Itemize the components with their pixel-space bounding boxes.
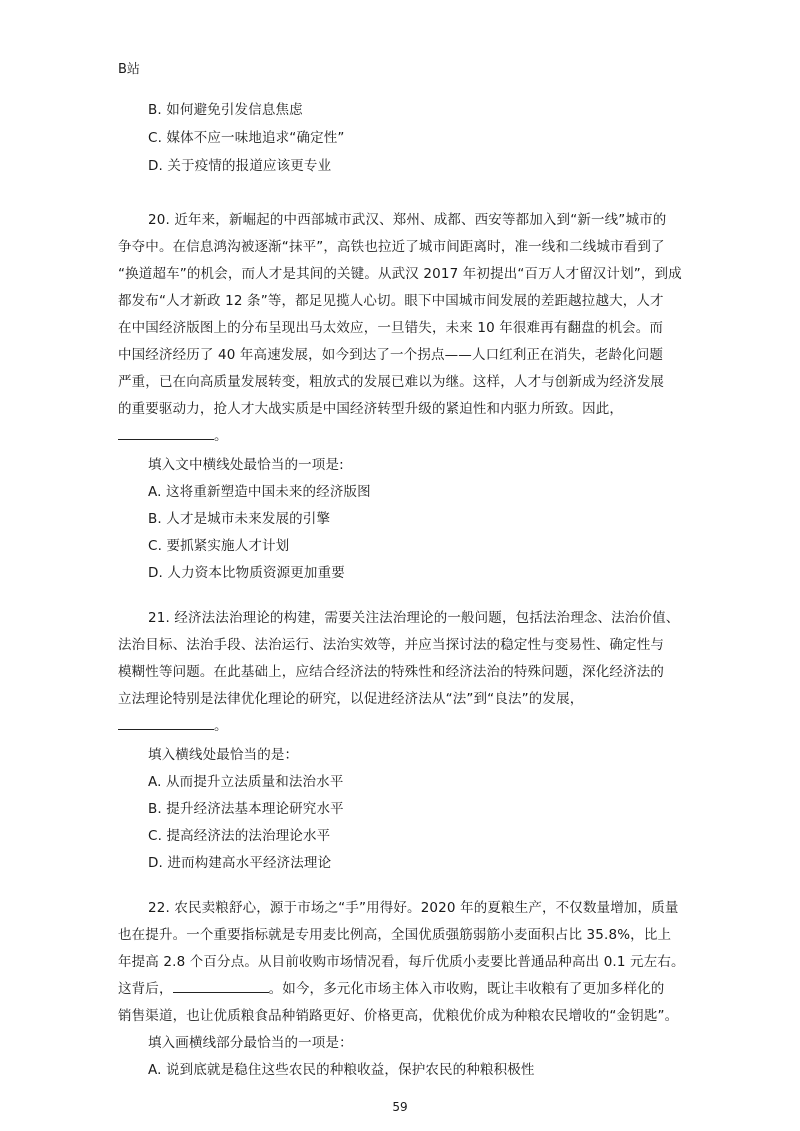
q20-option-a: A. 这将重新塑造中国未来的经济版图: [148, 484, 371, 500]
q21-line: 立法理论特别是法律优化理论的研究，以促进经济法从“法”到“良法”的发展，: [118, 691, 584, 707]
q20-option-c: C. 要抓紧实施人才计划: [148, 538, 290, 554]
page-number: 59: [392, 1100, 408, 1114]
q20-prompt: 填入文中横线处最恰当的一项是:: [148, 457, 344, 473]
answer-blank: [118, 717, 214, 730]
q20-line: 20. 近年来，新崛起的中西部城市武汉、郑州、成都、西安等都加入到“新一线”城市的: [148, 212, 667, 228]
q22-line: 销售渠道，也让优质粮食品种销路更好、价格更高，优粮优价成为种粮农民增收的“金钥匙”。: [118, 1008, 679, 1024]
q20-line: 严重，已在向高质量发展转变，粗放式的发展已难以为继。这样，人才与创新成为经济发展: [118, 374, 664, 390]
q22-blank-line: 这背后， 。如今，多元化市场主体入市收购，既让丰收粮有了更加多样化的: [118, 981, 665, 997]
q21-line: 21. 经济法法治理论的构建，需要关注法治理论的一般问题，包括法治理念、法治价值、: [148, 610, 680, 626]
q20-line: 在中国经济版图上的分布呈现出马太效应，一旦错失，未来 10 年很难再有翻盘的机会。而: [118, 320, 664, 336]
q20-line: 中国经济经历了 40 年高速发展，如今到达了一个拐点——人口红利正在消失，老龄化问题: [118, 347, 664, 363]
q21-option-d: D. 进而构建高水平经济法理论: [148, 855, 332, 871]
q20-blank-line: 。: [118, 424, 688, 444]
q22-prompt: 填入画横线部分最恰当的一项是：: [148, 1035, 353, 1051]
q22-option-a: A. 说到底就是稳住这些农民的种粮收益，保护农民的种粮积极性: [148, 1062, 535, 1078]
q22-line: 也在提升。一个重要指标就是专用麦比例高，全国优质强筋弱筋小麦面积占比 35.8%，比上: [118, 927, 672, 943]
q20-line: 都发布“人才新政 12 条”等，都足见揽人心切。眼下中国城市间发展的差距越拉越大，人才: [118, 293, 664, 309]
q22-line: 年提高 2.8 个百分点。从目前收购市场情况看，每斤优质小麦要比普通品种高出 0.1 元左右。: [118, 954, 685, 970]
q21-option-a: A. 从而提升立法质量和法治水平: [148, 774, 344, 790]
q22-line: 22. 农民卖粮舒心，源于市场之“手”用得好。2020 年的夏粮生产，不仅数量增加，质量: [148, 900, 679, 916]
q21-line: 法治目标、法治手段、法治运行、法治实效等，并应当探讨法的稳定性与变易性、确定性与: [118, 637, 664, 653]
q21-option-b: B. 提升经济法基本理论研究水平: [148, 801, 344, 817]
q20-line: 的重要驱动力，抢人才大战实质是中国经济转型升级的紧迫性和内驱力所致。因此，: [118, 401, 624, 417]
header-site-label: B站: [118, 62, 140, 77]
q20-option-b: B. 人才是城市未来发展的引擎: [148, 511, 331, 527]
prev-option-d: D. 关于疫情的报道应该更专业: [148, 158, 332, 174]
q21-prompt: 填入横线处最恰当的是：: [148, 747, 299, 763]
prev-option-c: C. 媒体不应一味地追求“确定性”: [148, 130, 345, 146]
answer-blank: [118, 427, 214, 440]
q21-blank-line: 。: [118, 714, 688, 734]
prev-option-b: B. 如何避免引发信息焦虑: [148, 102, 303, 118]
q21-option-c: C. 提高经济法的法治理论水平: [148, 828, 331, 844]
answer-blank: [173, 980, 269, 993]
q20-line: “换道超车”的机会，而人才是其间的关键。从武汉 2017 年初提出“百万人才留汉计划”，到成: [118, 266, 682, 282]
q20-option-d: D. 人力资本比物质资源更加重要: [148, 565, 345, 581]
q20-line: 争夺中。在信息鸿沟被逐渐“抹平”，高铁也拉近了城市间距离时，准一线和二线城市看到了: [118, 239, 665, 255]
q21-line: 模糊性等问题。在此基础上，应结合经济法的特殊性和经济法治的特殊问题，深化经济法的: [118, 664, 664, 680]
